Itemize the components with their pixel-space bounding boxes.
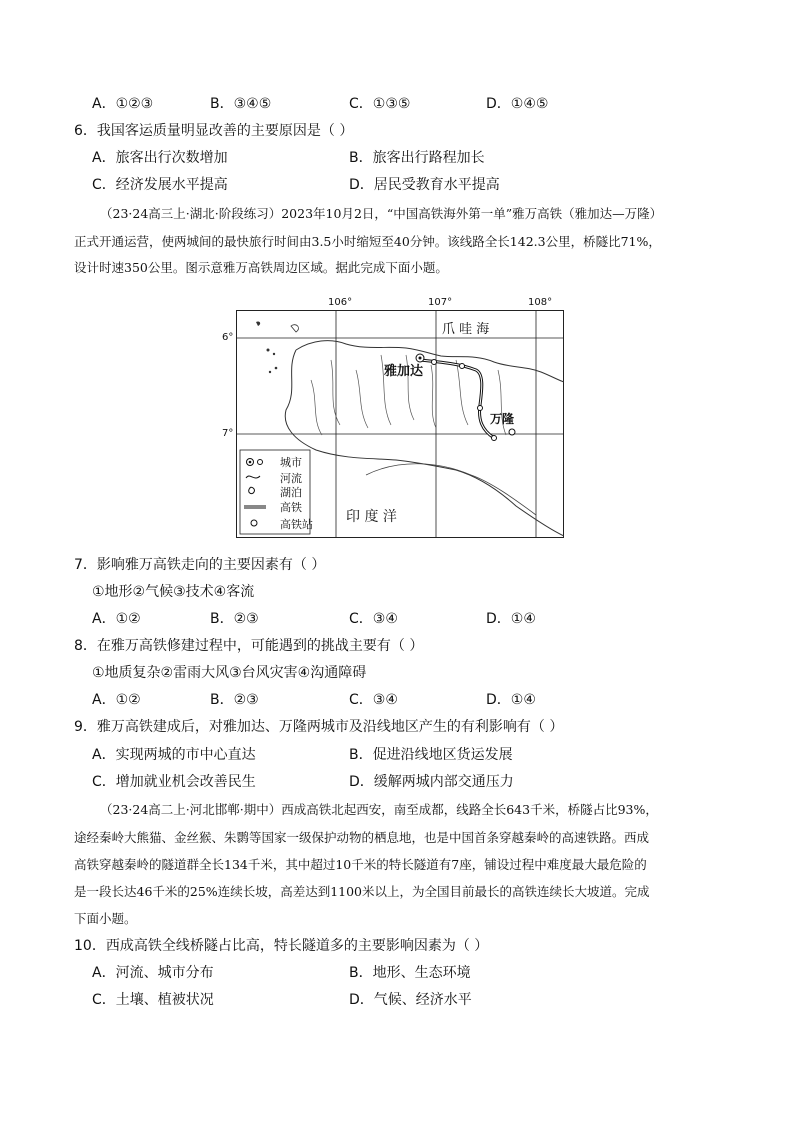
passage1-line-1: （23·24高三上·湖北·阶段练习）2023年10月2日，“中国高铁海外第一单”雅万高铁（雅加达—万隆） xyxy=(100,206,663,221)
lon-label-107: 107° xyxy=(428,297,453,308)
city-bandung-label: 万隆 xyxy=(490,412,515,426)
q9-option-c: C．增加就业机会改善民生 xyxy=(92,774,256,790)
q9-option-a: A．实现两城的市中心直达 xyxy=(92,747,256,763)
q8-choices: ①地质复杂②雷雨大风③台风灾害④沟通障碍 xyxy=(92,665,367,681)
sea-label: 爪 哇 海 xyxy=(442,322,490,337)
q7-choices: ①地形②气候③技术④客流 xyxy=(92,584,255,600)
lat-label-7: 7° xyxy=(222,428,234,439)
q10-option-c: C．土壤、植被状况 xyxy=(92,992,214,1008)
q6-option-b: B．旅客出行路程加长 xyxy=(349,150,485,166)
passage2-line-3: 高铁穿越秦岭的隧道群全长134千米，其中超过10千米的特长隧道有7座，铺设过程中难度最大最危险的 xyxy=(74,857,647,872)
q6-option-d: D．居民受教育水平提高 xyxy=(349,177,500,193)
legend-lake: 湖泊 xyxy=(280,486,302,499)
passage2-line-4: 是一段长达46千米的25%连续长坡，高差达到1100米以上，为全国目前最长的高铁连续长大坡道。完成 xyxy=(74,884,650,899)
q8-option-b: B．②③ xyxy=(210,692,259,708)
lat-label-6: 6° xyxy=(222,332,234,343)
q6-option-a: A．旅客出行次数增加 xyxy=(92,150,228,166)
q8-option-d: D．①④ xyxy=(486,692,536,708)
q5-option-b: B．③④⑤ xyxy=(210,96,272,112)
q8-stem: 8．在雅万高铁修建过程中，可能遇到的挑战主要有（ ） xyxy=(74,638,424,654)
legend-river: 河流 xyxy=(280,472,302,485)
q7-option-b: B．②③ xyxy=(210,611,259,627)
q10-option-b: B．地形、生态环境 xyxy=(349,965,471,981)
q8-option-a: A．①② xyxy=(92,692,141,708)
q7-option-c: C．③④ xyxy=(349,611,398,627)
q7-stem: 7．影响雅万高铁走向的主要因素有（ ） xyxy=(74,557,326,573)
q5-option-a: A．①②③ xyxy=(92,96,154,112)
q5-option-c: C．①③⑤ xyxy=(349,96,411,112)
lon-label-108: 108° xyxy=(528,297,553,308)
lon-label-106: 106° xyxy=(328,297,353,308)
q6-option-c: C．经济发展水平提高 xyxy=(92,177,228,193)
ocean-label: 印 度 洋 xyxy=(346,509,397,525)
legend-city: 城市 xyxy=(280,456,302,469)
q9-option-b: B．促进沿线地区货运发展 xyxy=(349,747,513,763)
q10-option-a: A．河流、城市分布 xyxy=(92,965,214,981)
q5-option-d: D．①④⑤ xyxy=(486,96,549,112)
q6-stem: 6．我国客运质量明显改善的主要原因是（ ） xyxy=(74,123,354,139)
q8-option-c: C．③④ xyxy=(349,692,398,708)
passage1-line-2: 正式开通运营，使两城间的最快旅行时间由3.5小时缩短至40分钟。该线路全长142.3公里，桥隧比71%， xyxy=(74,234,661,249)
q7-option-a: A．①② xyxy=(92,611,141,627)
passage2-line-1: （23·24高二上·河北邯郸·期中）西成高铁北起西安，南至成都，线路全长643千米，桥隧占比93%， xyxy=(100,802,658,817)
jakarta-bandung-railway-map xyxy=(222,297,564,538)
q10-option-d: D．气候、经济水平 xyxy=(349,992,472,1008)
passage2-line-2: 途经秦岭大熊猫、金丝猴、朱鹮等国家一级保护动物的栖息地，也是中国首条穿越秦岭的高速铁路。西成 xyxy=(74,830,650,845)
q9-stem: 9．雅万高铁建成后，对雅加达、万隆两城市及沿线地区产生的有利影响有（ ） xyxy=(74,719,564,735)
q10-stem: 10．西成高铁全线桥隧占比高，特长隧道多的主要影响因素为（ ） xyxy=(74,938,489,954)
legend-station: 高铁站 xyxy=(280,518,313,531)
q7-option-d: D．①④ xyxy=(486,611,536,627)
passage2-line-5: 下面小题。 xyxy=(74,911,137,926)
city-jakarta-label: 雅加达 xyxy=(384,364,424,379)
q9-option-d: D．缓解两城内部交通压力 xyxy=(349,774,514,790)
passage1-line-3: 设计时速350公里。图示意雅万高铁周边区域。据此完成下面小题。 xyxy=(74,260,448,275)
legend-railway: 高铁 xyxy=(280,501,302,514)
